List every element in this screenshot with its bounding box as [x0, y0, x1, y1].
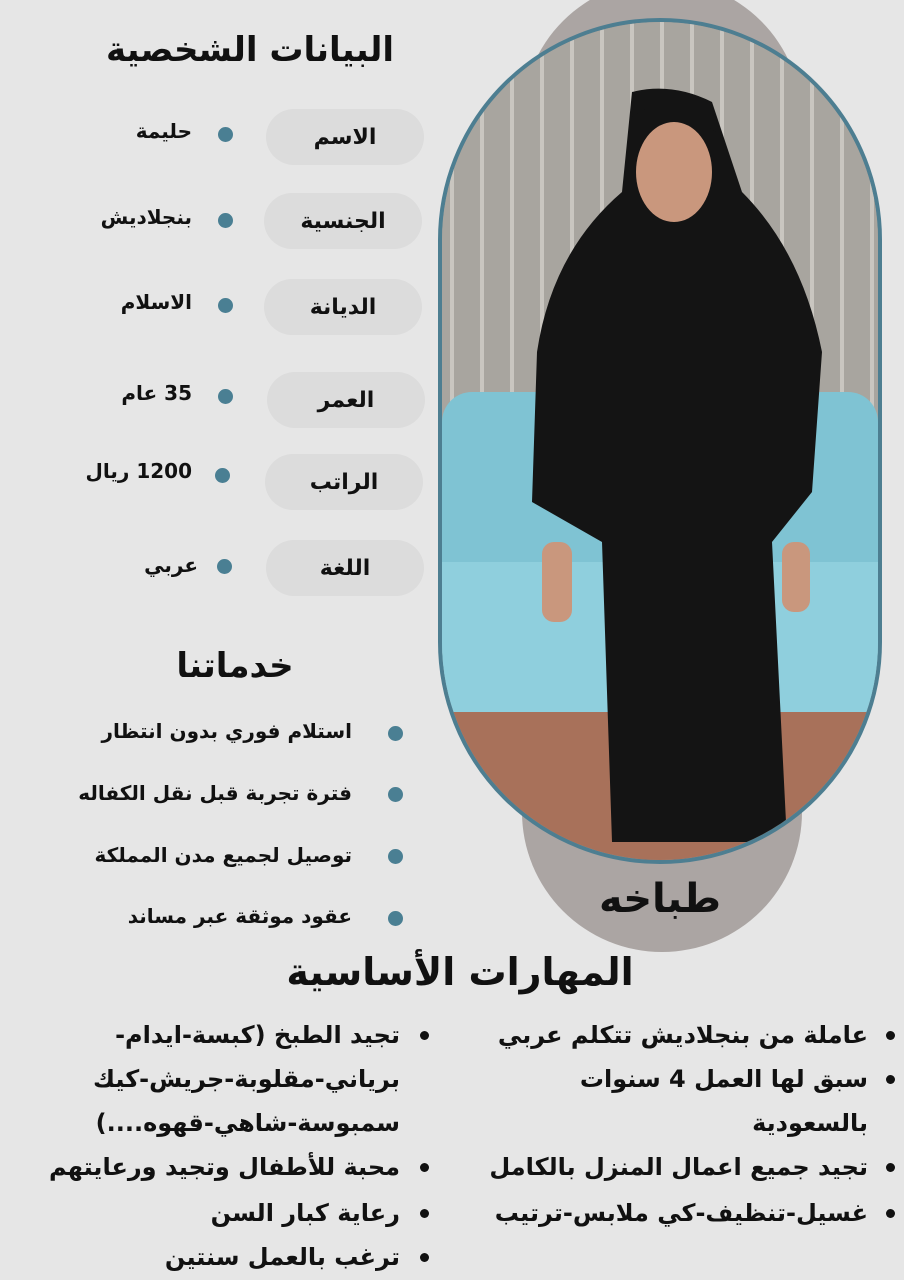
- bullet-icon: [420, 1253, 429, 1262]
- label-salary: الراتب: [265, 454, 423, 510]
- value-religion: الاسلام: [120, 290, 192, 314]
- skill-item-continued: برياني-مقلوبة-جريش-كيك: [93, 1065, 400, 1093]
- skill-item-continued: بالسعودية: [752, 1109, 868, 1137]
- bullet-icon: [886, 1163, 895, 1172]
- bullet-icon: [218, 389, 233, 404]
- bullet-icon: [886, 1075, 895, 1084]
- skill-item: ترغب بالعمل سنتين: [164, 1243, 400, 1271]
- skill-item: تجيد جميع اعمال المنزل بالكامل: [489, 1153, 868, 1181]
- skill-item: رعاية كبار السن: [210, 1199, 400, 1227]
- skill-item: محبة للأطفال وتجيد ورعايتهم: [48, 1153, 400, 1181]
- bullet-icon: [388, 911, 403, 926]
- bullet-icon: [218, 298, 233, 313]
- bullet-icon: [217, 559, 232, 574]
- worker-photo: [438, 18, 882, 864]
- value-salary: 1200 ريال: [85, 459, 192, 483]
- skill-item: عاملة من بنجلاديش تتكلم عربي: [497, 1021, 868, 1049]
- bullet-icon: [886, 1031, 895, 1040]
- label-language: اللغة: [266, 540, 424, 596]
- bullet-icon: [420, 1209, 429, 1218]
- services-heading: خدماتنا: [176, 646, 294, 686]
- label-name: الاسم: [266, 109, 424, 165]
- bullet-icon: [218, 127, 233, 142]
- skills-heading: المهارات الأساسية: [286, 950, 634, 994]
- job-title: طباخه: [598, 876, 722, 922]
- bullet-icon: [420, 1163, 429, 1172]
- skill-item: غسيل-تنظيف-كي ملابس-ترتيب: [494, 1199, 868, 1227]
- bullet-icon: [388, 849, 403, 864]
- bullet-icon: [388, 726, 403, 741]
- value-language: عربي: [144, 553, 198, 577]
- service-item: عقود موثقة عبر مساند: [127, 904, 352, 928]
- personal-data-heading: البيانات الشخصية: [105, 30, 394, 70]
- service-item: فترة تجربة قبل نقل الكفاله: [78, 781, 352, 805]
- value-nationality: بنجلاديش: [100, 205, 192, 229]
- bullet-icon: [886, 1209, 895, 1218]
- skill-item-continued: سمبوسة-شاهي-قهوه....): [95, 1109, 400, 1137]
- bullet-icon: [218, 213, 233, 228]
- bullet-icon: [215, 468, 230, 483]
- bullet-icon: [388, 787, 403, 802]
- label-age: العمر: [267, 372, 425, 428]
- bullet-icon: [420, 1031, 429, 1040]
- label-nationality: الجنسية: [264, 193, 422, 249]
- value-age: 35 عام: [121, 381, 192, 405]
- service-item: استلام فوري بدون انتظار: [101, 719, 352, 743]
- skill-item: سبق لها العمل 4 سنوات: [579, 1065, 868, 1093]
- value-name: حليمة: [135, 119, 192, 143]
- label-religion: الديانة: [264, 279, 422, 335]
- skill-item: تجيد الطبخ (كبسة-ايدام-: [115, 1021, 400, 1049]
- service-item: توصيل لجميع مدن المملكة: [94, 843, 352, 867]
